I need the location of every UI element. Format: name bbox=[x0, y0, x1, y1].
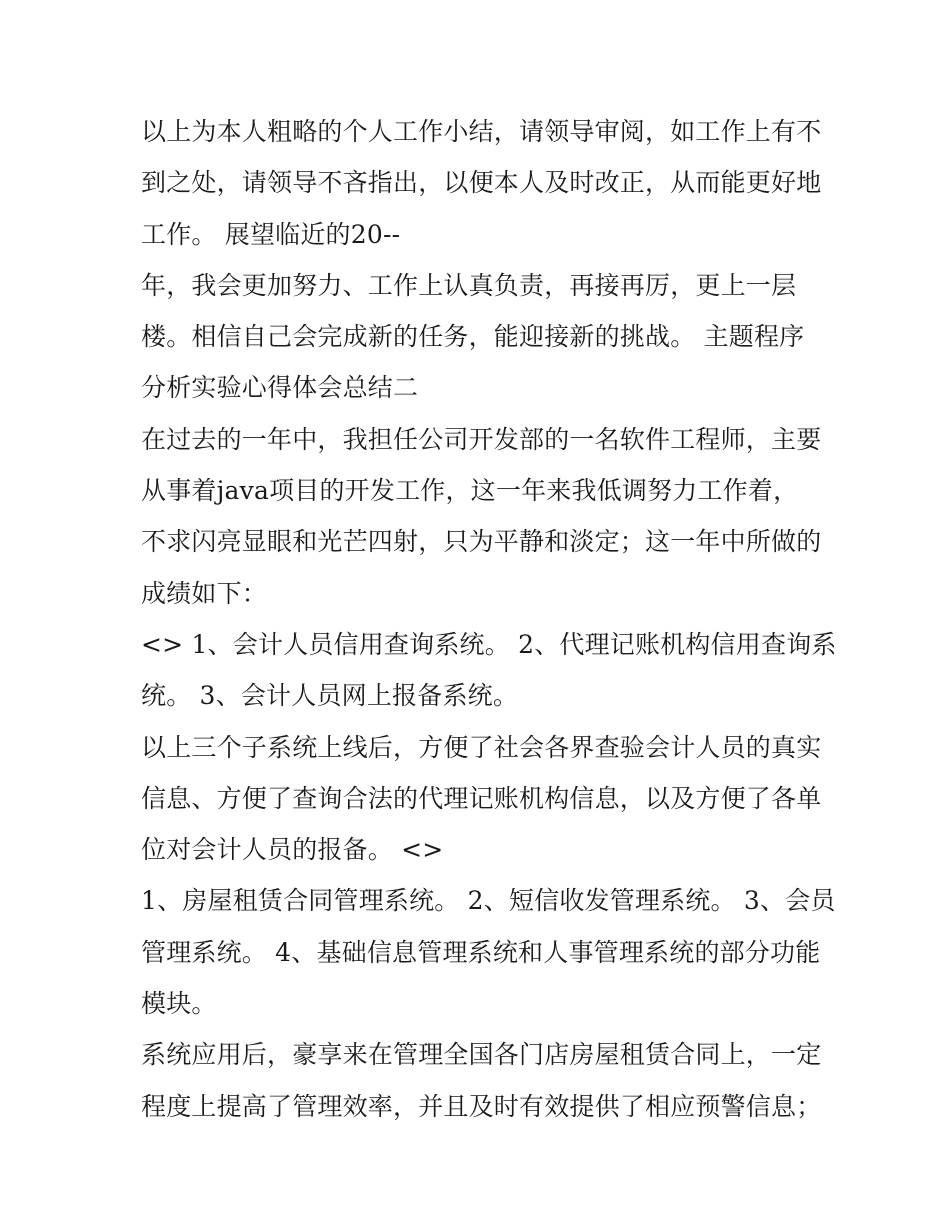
text-line: 成绩如下： bbox=[141, 578, 268, 608]
text-line: 从事着java项目的开发工作，这一年来我低调努力工作着， bbox=[141, 476, 799, 506]
text-line: 管理系统。 4、基础信息管理系统和人事管理系统的部分功能 bbox=[141, 937, 821, 967]
text-line: 楼。相信自己会完成新的任务，能迎接新的挑战。 主题程序 bbox=[141, 322, 805, 352]
text-line: 模块。 bbox=[141, 989, 217, 1019]
text-line: 以上三个子系统上线后，方便了社会各界查验会计人员的真实 bbox=[141, 732, 822, 762]
text-line: 信息、方便了查询合法的代理记账机构信息，以及方便了各单 bbox=[141, 783, 822, 813]
text-line: 位对会计人员的报备。 <> bbox=[141, 835, 444, 865]
text-line: 系统应用后，豪享来在管理全国各门店房屋租赁合同上，一定 bbox=[141, 1040, 822, 1070]
text-line: <> 1、会计人员信用查询系统。 2、代理记账机构信用查询系 bbox=[141, 629, 837, 659]
text-line: 工作。 展望临近的20-- bbox=[141, 219, 401, 249]
text-line: 年，我会更加努力、工作上认真负责，再接再厉，更上一层 bbox=[141, 270, 797, 300]
text-line: 1、房屋租赁合同管理系统。 2、短信收发管理系统。 3、会员 bbox=[141, 886, 836, 916]
text-line: 以上为本人粗略的个人工作小结，请领导审阅，如工作上有不 bbox=[141, 117, 822, 146]
document-body bbox=[141, 106, 837, 1132]
text-line: 统。 3、会计人员网上报备系统。 bbox=[141, 681, 519, 711]
text-line: 在过去的一年中，我担任公司开发部的一名软件工程师，主要 bbox=[141, 424, 822, 454]
section-title: 分析实验心得体会总结二 bbox=[141, 373, 419, 403]
text-line: 到之处，请领导不吝指出，以便本人及时改正，从而能更好地 bbox=[141, 168, 822, 198]
text-line: 不求闪亮显眼和光芒四射，只为平静和淡定；这一年中所做的 bbox=[141, 527, 822, 557]
text-line: 程度上提高了管理效率，并且及时有效提供了相应预警信息； bbox=[141, 1091, 822, 1121]
